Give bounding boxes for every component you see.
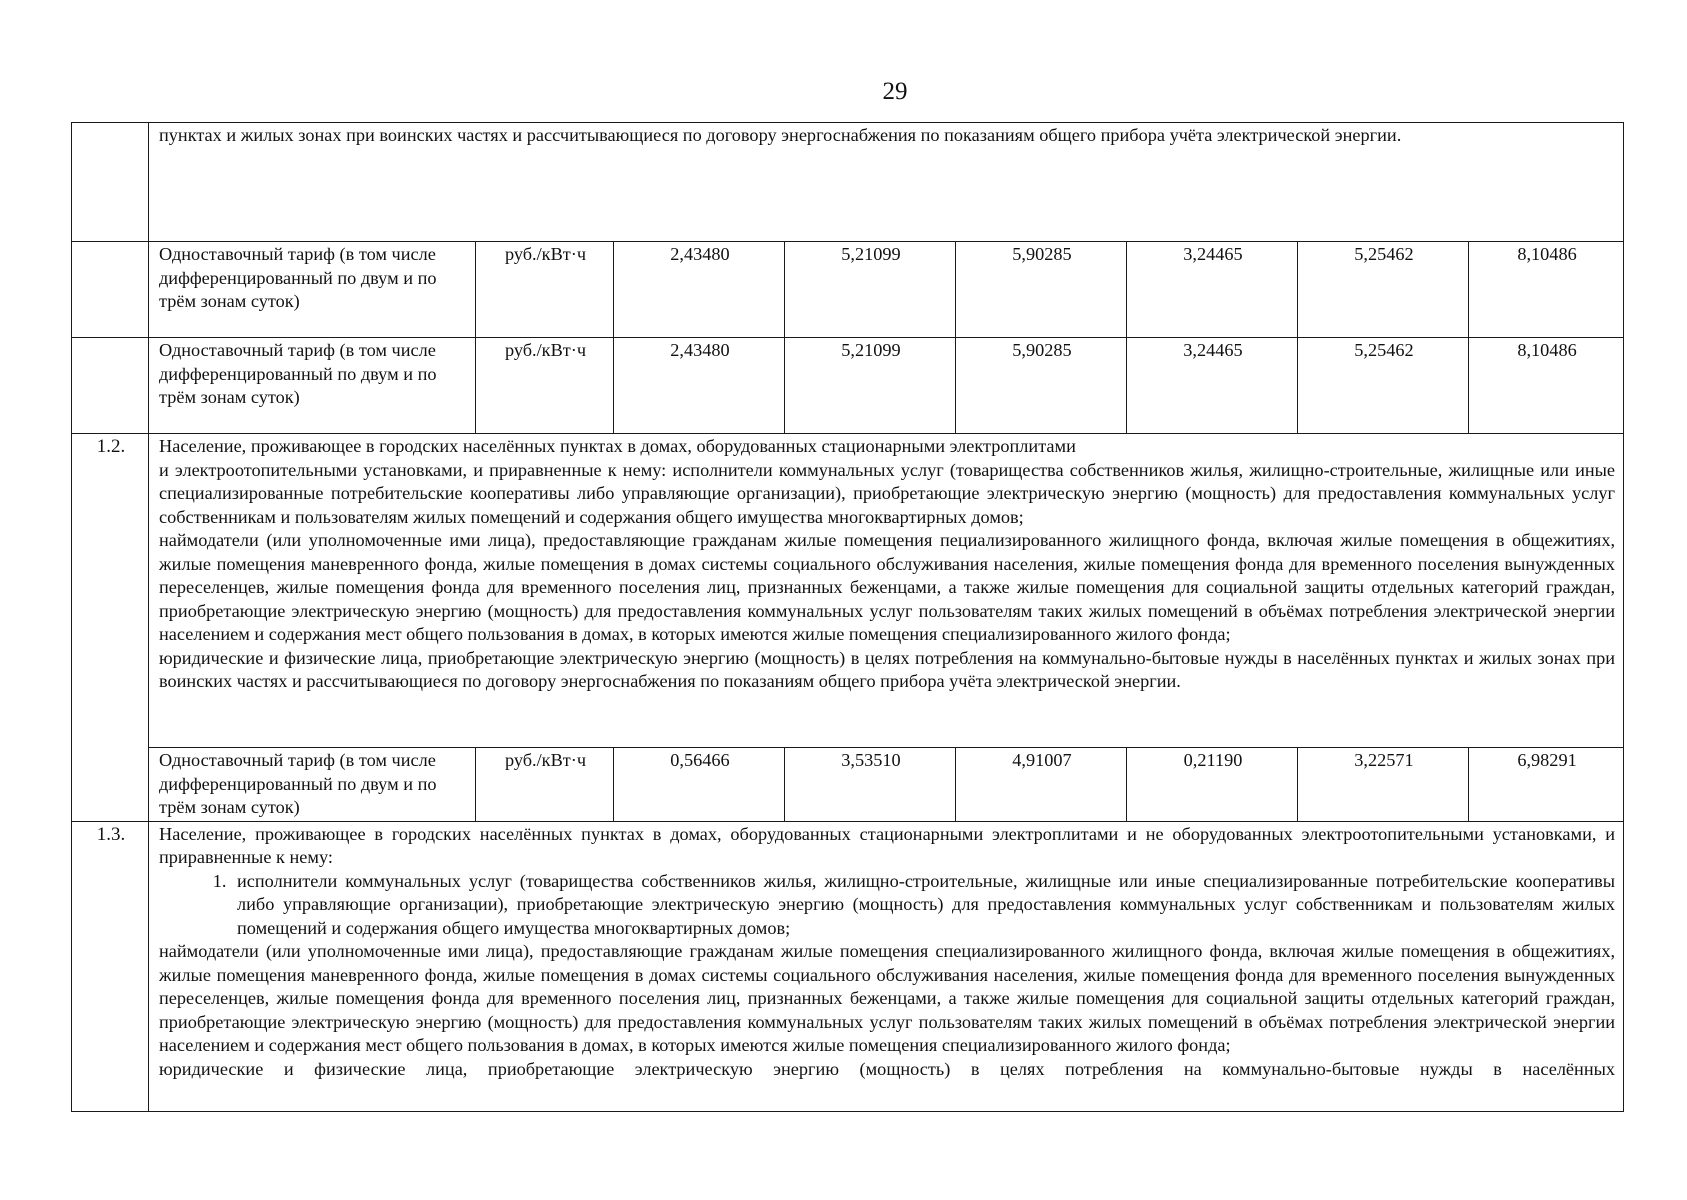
row-number-cell <box>72 123 149 242</box>
section-number: 1.2. <box>72 434 149 822</box>
row-number-cell <box>72 242 149 338</box>
tariff-table <box>71 122 1624 1112</box>
tariff-value: 3,22571 <box>1298 748 1469 822</box>
tariff-value: 5,90285 <box>956 338 1127 434</box>
table-row <box>72 123 1624 242</box>
page-number: 29 <box>882 78 908 105</box>
section-paragraph: наймодатели (или уполномоченные ими лица), предоставляющие гражданам жилые помещения пециализированного жилищного фонда, включая жилые помещения в общежитиях, жилые помещения маневренного фонда, жилые помещения в домах системы социального обслуживания населения, жилые помещения фонда для временного поселения вынужденных переселенцев, жилые помещения фонда для временного поселения лиц, признанных беженцами, а также жилые помещения для социальной защиты отдельных категорий граждан, приобретающие электрическую энергию (мощность) для предоставления коммунальных услуг пользователям таких жилых помещений в объёмах потребления электрической энергии населением и содержания мест общего пользования в домах, в которых имеются жилые помещения специализированного жилого фонда; <box>159 530 1616 644</box>
section-paragraph: Население, проживающее в городских населённых пунктах в домах, оборудованных стационарными электроплитами <box>159 436 1076 456</box>
section-number: 1.3. <box>72 821 149 1111</box>
numbered-list <box>159 870 1615 941</box>
section-last-line: юридические и физические лица, приобретающие электрическую энергию (мощность) в целях потребления на коммунально-бытовые нужды в населённых <box>159 1058 1616 1079</box>
tariff-value: 6,98291 <box>1469 748 1624 822</box>
tariff-value: 5,90285 <box>956 242 1127 338</box>
tariff-value: 3,24465 <box>1127 242 1298 338</box>
tariff-value: 5,21099 <box>785 338 956 434</box>
table-row <box>72 748 1624 822</box>
tariff-value: 0,56466 <box>614 748 785 822</box>
tariff-value: 4,91007 <box>956 748 1127 822</box>
table-row <box>72 434 1624 748</box>
tariff-value: 0,21190 <box>1127 748 1298 822</box>
tariff-value: 8,10486 <box>1469 242 1624 338</box>
tariff-value: 2,43480 <box>614 338 785 434</box>
table-row <box>72 242 1624 338</box>
tariff-value: 3,53510 <box>785 748 956 822</box>
table-row <box>72 821 1624 1111</box>
tariff-value: 5,25462 <box>1298 338 1469 434</box>
tariff-label: Одноставочный тариф (в том числе дифференцированный по двум и по трём зонам суток) <box>149 242 476 338</box>
list-item: 1. исполнители коммунальных услуг (товарищества собственников жилья, жилищно-строительные, жилищные или иные специализированные потребительские кооперативы либо управляющие организации), приобретающие электрическую энергию (мощность) для предоставления коммунальных услуг собственникам и пользователям жилых помещений и содержания общего имущества многоквартирных домов; <box>231 870 1615 941</box>
tariff-value: 5,21099 <box>785 242 956 338</box>
tariff-label: Одноставочный тариф (в том числе дифференцированный по двум и по трём зонам суток) <box>149 338 476 434</box>
tariff-value: 5,25462 <box>1298 242 1469 338</box>
tariff-unit: руб./кВт·ч <box>476 242 614 338</box>
tariff-value: 3,24465 <box>1127 338 1298 434</box>
tariff-value: 2,43480 <box>614 242 785 338</box>
section-paragraph: и электроотопительными установками, и приравненные к нему: исполнители коммунальных услуг (товарищества собственников жилья, жилищно-строительные, жилищные или иные специализированные потребительские кооперативы либо управляющие организации), приобретающие электрическую энергию (мощность) для предоставления коммунальных услуг собственникам и пользователям жилых помещений и содержания общего имущества многоквартирных домов; <box>159 459 1616 527</box>
section-paragraph: наймодатели (или уполномоченные ими лица), предоставляющие гражданам жилые помещения специализированного жилищного фонда, включая жилые помещения в общежитиях, жилые помещения маневренного фонда, жилые помещения в домах системы социального обслуживания населения, жилые помещения фонда для временного поселения вынужденных переселенцев, жилые помещения фонда для временного поселения лиц, признанных беженцами, а также жилые помещения для социальной защиты отдельных категорий граждан, приобретающие электрическую энергию (мощность) для предоставления коммунальных услуг пользователям таких жилых помещений в объёмах потребления электрической энергии населением и содержания мест общего пользования в домах, в которых имеются жилые помещения специализированного жилого фонда; <box>159 941 1616 1055</box>
tariff-unit: руб./кВт·ч <box>476 748 614 822</box>
row-number-cell <box>72 338 149 434</box>
table-row <box>72 338 1624 434</box>
section-intro: Население, проживающее в городских населённых пунктах в домах, оборудованных стационарными электроплитами и не оборудованных электроотопительными установками, и приравненные к нему: <box>159 823 1616 867</box>
section-description <box>149 434 1624 748</box>
tariff-value: 8,10486 <box>1469 338 1624 434</box>
section-description <box>149 821 1624 1111</box>
tariff-label: Одноставочный тариф (в том числе дифференцированный по двум и по трём зонам суток) <box>149 748 476 822</box>
tariff-unit: руб./кВт·ч <box>476 338 614 434</box>
continuation-text: пунктах и жилых зонах при воинских частях и рассчитывающиеся по договору энергоснабжения по показаниям общего прибора учёта электрической энергии. <box>149 123 1624 242</box>
section-paragraph: юридические и физические лица, приобретающие электрическую энергию (мощность) в целях потребления на коммунально-бытовые нужды в населённых пунктах и жилых зонах при воинских частях и рассчитывающиеся по договору энергоснабжения по показаниям общего прибора учёта электрической энергии. <box>159 647 1616 691</box>
